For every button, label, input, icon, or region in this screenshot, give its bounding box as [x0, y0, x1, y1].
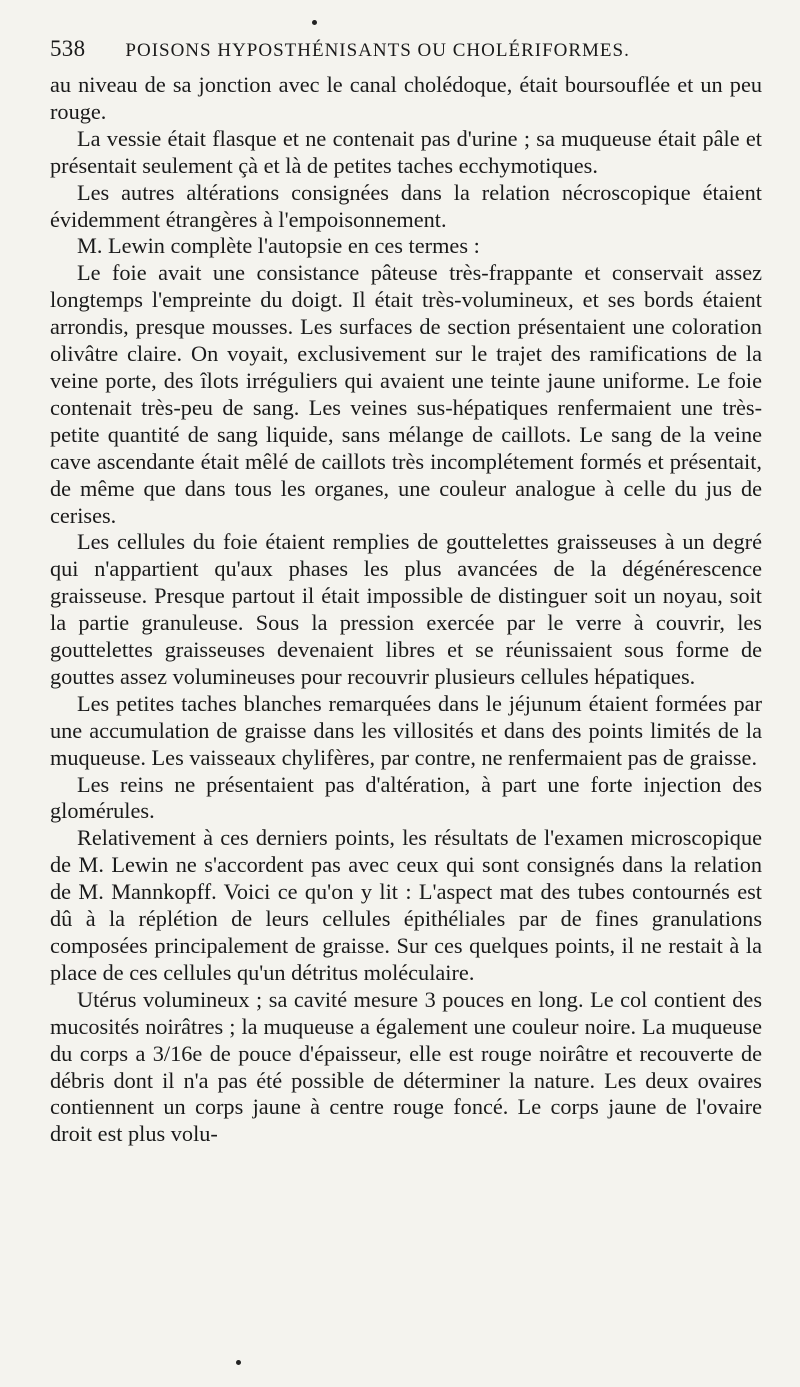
- paragraph-jejunum: Les petites taches blanches remarquées dans le jéjunum étaient formées par une accumulation de graisse dans les villosités et dans des points limités de la muqueuse. Les vaisseaux chylifères, par contre, ne renfermaient pas de graisse.: [50, 690, 762, 770]
- paragraph-uterus: Utérus volumineux ; sa cavité mesure 3 pouces en long. Le col contient des mucosités noirâtres ; la muqueuse a également une couleur noire. La muqueuse du corps a 3/16e de pouce d'épaisseur, elle est rouge noirâtre et recouverte de débris dont il n'a pas été possible de déterminer la nature. Les deux ovaires contiennent un corps jaune à centre rouge foncé. Le corps jaune de l'ovaire droit est plus volu-: [50, 986, 762, 1147]
- paragraph-bladder: La vessie était flasque et ne contenait pas d'urine ; sa muqueuse était pâle et présentait seulement çà et là de petites taches ecchymotiques.: [50, 125, 762, 178]
- running-head: POISONS HYPOSTHÉNISANTS OU CHOLÉRIFORMES.: [125, 40, 630, 61]
- paragraph-continuation: au niveau de sa jonction avec le canal cholédoque, était boursouflée et un peu rouge.: [50, 72, 762, 124]
- page-header: [50, 36, 762, 62]
- body-text: [50, 72, 762, 1148]
- paragraph-microscopic-exam: Relativement à ces derniers points, les résultats de l'examen microscopique de M. Lewin ne s'accordent pas avec ceux qui sont consignés dans la relation de M. Mannkopff. Voici ce qu'on y lit : L'aspect mat des tubes contournés est dû à la réplétion de leurs cellules épithéliales par de fines granulations composées principalement de graisse. Sur ces quelques points, il ne restait à la place de ces cellules qu'un détritus moléculaire.: [50, 825, 762, 985]
- paragraph-lewin-intro: M. Lewin complète l'autopsie en ces termes :: [77, 233, 480, 259]
- ink-speck: [236, 1360, 241, 1365]
- paragraph-kidneys: Les reins ne présentaient pas d'altération, à part une forte injection des glomérules.: [50, 771, 762, 824]
- paragraph-liver-cells: Les cellules du foie étaient remplies de gouttelettes graisseuses à un degré qui n'appartient qu'aux phases les plus avancées de la dégénérescence graisseuse. Presque partout il était impossible de distinguer soit un noyau, soit la partie granuleuse. Sous la pression exercée par le verre à couvrir, les gouttelettes graisseuses devenaient libres et se réunissaient sous forme de gouttes assez volumineuses pour recouvrir plusieurs cellules hépatiques.: [50, 529, 762, 689]
- paragraph-liver: Le foie avait une consistance pâteuse très-frappante et conservait assez longtemps l'empreinte du doigt. Il était très-volumineux, et ses bords étaient arrondis, presque mousses. Les surfaces de section présentaient une coloration olivâtre claire. On voyait, exclusivement sur le trajet des ramifications de la veine porte, des îlots irréguliers qui avaient une teinte jaune uniforme. Le foie contenait très-peu de sang. Les veines sus-hépatiques renfermaient une très-petite quantité de sang liquide, sans mélange de caillots. Le sang de la veine cave ascendante était mêlé de caillots très incomplétement formés et présentait, de même que dans tous les organes, une couleur analogue à celle du jus de cerises.: [50, 260, 762, 528]
- ink-speck: [312, 20, 317, 25]
- paragraph-other-alterations: Les autres altérations consignées dans la relation nécroscopique étaient évidemment étrangères à l'empoisonnement.: [50, 179, 762, 232]
- page-number: 538: [50, 36, 86, 61]
